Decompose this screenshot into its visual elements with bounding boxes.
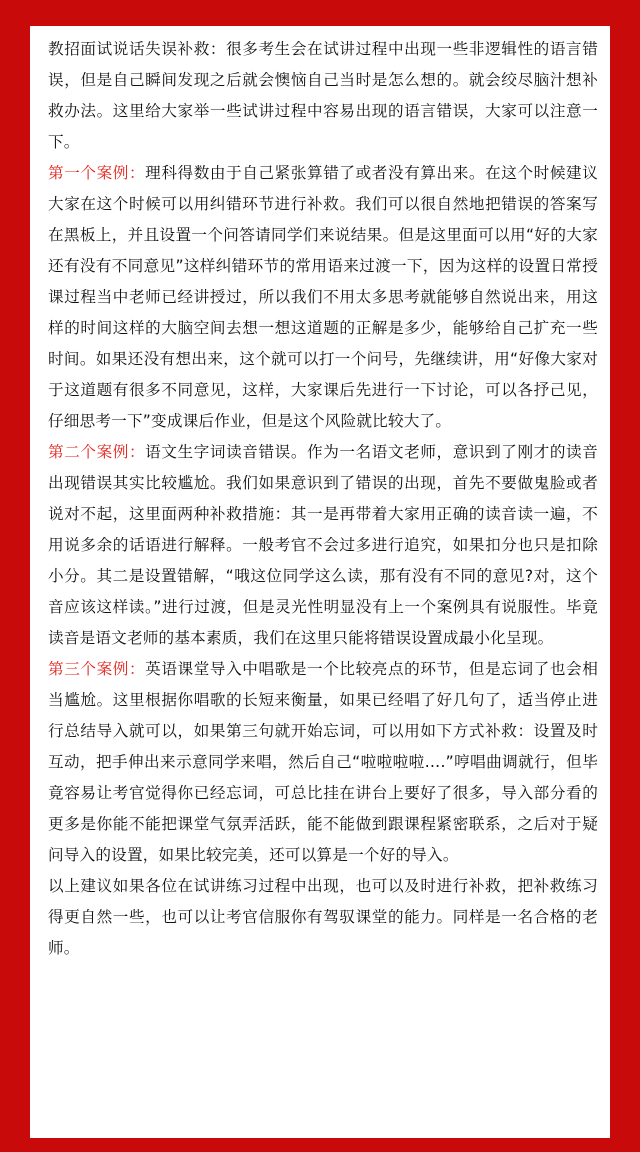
paragraph-text: 以上建议如果各位在试讲练习过程中出现，也可以及时进行补救，把补救练习得更自然一些，也可以让考官信服你有驾驭课堂的能力。同样是一名合格的老师。 bbox=[48, 877, 598, 957]
case-1-paragraph bbox=[48, 158, 598, 437]
case-1-label: 第一个案例： bbox=[48, 164, 146, 182]
paragraph-text: 语文生字词读音错误。作为一名语文老师，意识到了刚才的读音出现错误其实比较尴尬。我们如果意识到了错误的出现，首先不要做鬼脸或者说对不起，这里面两种补救措施：其一是再带着大家用正确的读音读一遍，不用说多余的话语进行解释。一般考官不会过多进行追究，如果扣分也只是扣除小分。其二是设置错解，“哦这位同学这么读，那有没有不同的意见?对，这个音应该这样读。”进行过渡，但是灵光性明显没有上一个案例具有说服性。毕竟读音是语文老师的基本素质，我们在这里只能将错误设置成最小化呈现。 bbox=[48, 443, 599, 647]
paragraph-text: 英语课堂导入中唱歌是一个比较亮点的环节，但是忘词了也会相当尴尬。这里根据你唱歌的长短来衡量，如果已经唱了好几句了，适当停止进行总结导入就可以，如果第三句就开始忘词，可以用如下方式补救：设置及时互动，把手伸出来示意同学来唱，然后自己“啦啦啦啦….”哼唱曲调就行，但毕竟容易让考官觉得你已经忘词，可总比挂在讲台上要好了很多，导入部分看的更多是你能不能把课堂气氛弄活跃，能不能做到跟课程紧密联系，之后对于疑问导入的设置，如果比较完美，还可以算是一个好的导入。 bbox=[48, 660, 599, 864]
article-panel bbox=[30, 26, 610, 1138]
paragraph-text: 理科得数由于自己紧张算错了或者没有算出来。在这个时候建议大家在这个时候可以用纠错环节进行补救。我们可以很自然地把错误的答案写在黑板上，并且设置一个问答请同学们来说结果。但是这里面可以用“好的大家还有没有不同意见”这样纠错环节的常用语来过渡一下，因为这样的设置日常授课过程当中老师已经讲授过，所以我们不用太多思考就能够自然说出来，用这样的时间这样的大脑空间去想一想这道题的正解是多少，能够给自己扩充一些时间。如果还没有想出来，这个就可以打一个问号，先继续讲，用“好像大家对于这道题有很多不同意见，这样，大家课后先进行一下讨论，可以各抒己见，仔细思考一下”变成课后作业，但是这个风险就比较大了。 bbox=[48, 164, 599, 430]
paragraph-text: 教招面试说话失误补救：很多考生会在试讲过程中出现一些非逻辑性的语言错误，但是自己瞬间发现之后就会懊恼自己当时是怎么想的。就会绞尽脑汁想补救办法。这里给大家举一些试讲过程中容易出现的语言错误，大家可以注意一下。 bbox=[48, 40, 598, 151]
intro-paragraph bbox=[48, 34, 598, 158]
case-2-label: 第二个案例： bbox=[48, 443, 146, 461]
conclusion-paragraph bbox=[48, 871, 598, 964]
case-3-paragraph bbox=[48, 654, 598, 871]
case-3-label: 第三个案例： bbox=[48, 660, 146, 678]
case-2-paragraph bbox=[48, 437, 598, 654]
